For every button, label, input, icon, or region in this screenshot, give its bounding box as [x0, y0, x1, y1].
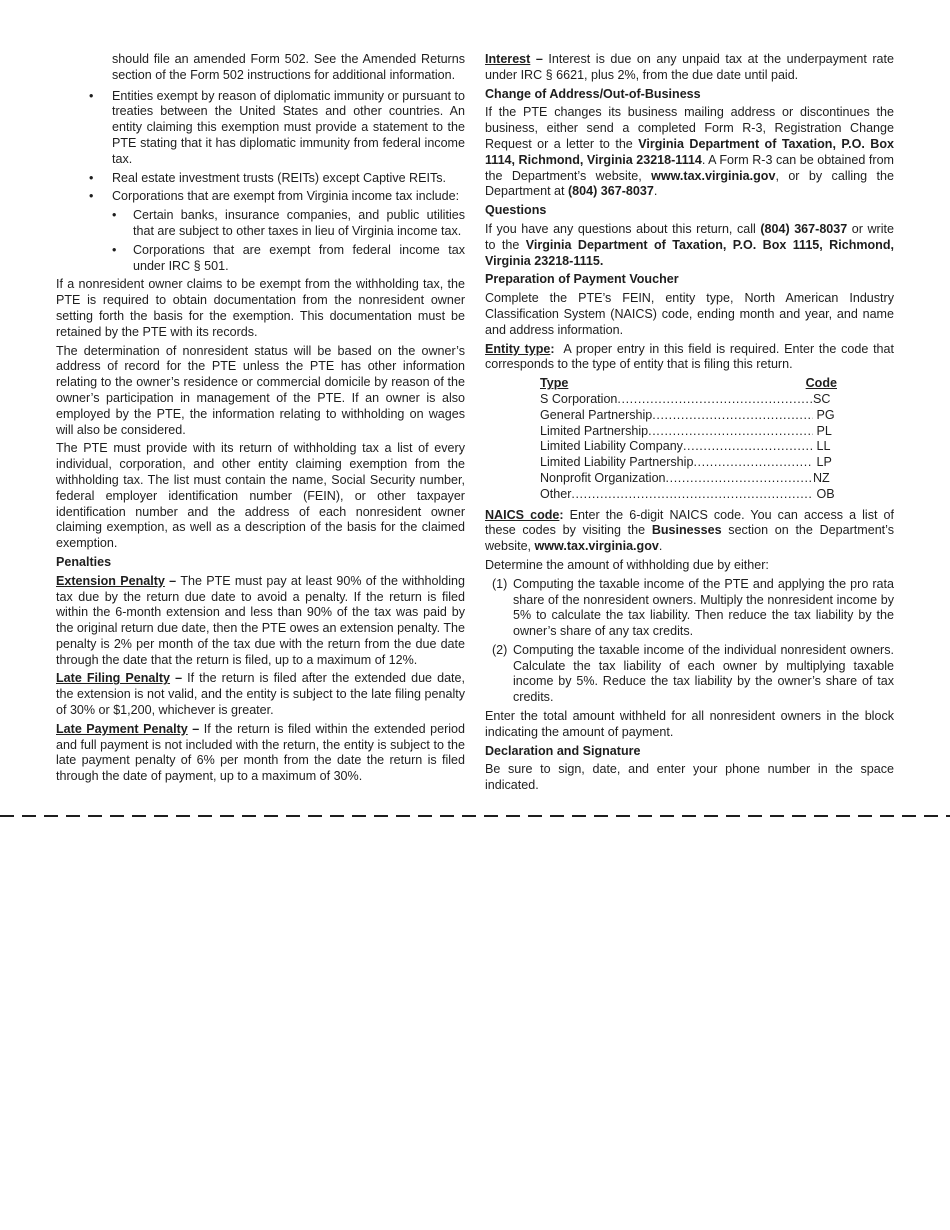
dash: –	[530, 52, 549, 66]
text: or write to the	[485, 221, 894, 252]
change-of-address-paragraph	[485, 105, 894, 200]
exemption-documentation-paragraph: If a nonresident owner claims to be exempt from the withholding tax, the PTE is required to obtain documentation from the nonresident owner setting forth the basis for the exemption. This documentation must be retained by the PTE with its records.	[56, 277, 465, 339]
colon: :	[550, 341, 555, 356]
dash: –	[187, 721, 204, 736]
late-filing-penalty-label: Late Filing Penalty	[56, 671, 171, 686]
leader-dots	[571, 487, 813, 503]
leader-dots	[683, 439, 813, 455]
leader-dots	[652, 408, 813, 424]
item-number: (1)	[492, 576, 508, 591]
entity-type: Limited Liability Partnership	[540, 455, 694, 470]
extension-penalty-label: Extension Penalty	[56, 573, 165, 588]
late-filing-penalty-text: If the return is filed after the extended due date, the extension is not valid, and the entity is subject to the late filing penalty of 30% or $1,200, whichever is greater.	[56, 671, 465, 718]
declaration-heading: Declaration and Signature	[485, 743, 641, 758]
phone-number: (804) 367-8037	[568, 184, 654, 199]
entity-code: SC	[813, 391, 831, 406]
payment-voucher-paragraph: Complete the PTE’s FEIN, entity type, North American Industry Classification System (NAICS) code, ending month and year, and name and address information.	[485, 291, 894, 337]
text: Enter the 6-digit NAICS code. You can access a list of these codes by visiting the	[485, 507, 894, 538]
late-payment-penalty-paragraph	[56, 722, 465, 785]
entity-type-text: A proper entry in this field is required. Enter the code that corresponds to the type of entity that is filing this return.	[485, 341, 898, 372]
entity-type-label: Entity type	[485, 341, 551, 356]
naics-code-paragraph	[485, 508, 894, 555]
interest-label: Interest	[485, 52, 531, 66]
entity-type: Other	[540, 486, 572, 501]
dash: –	[164, 573, 181, 588]
department-address: Virginia Department of Taxation, P.O. Box 1115, Richmond, Virginia 23218-1115.	[485, 237, 894, 268]
right-column	[485, 52, 898, 797]
table-row	[540, 424, 837, 440]
text: If you have any questions about this return, call	[485, 221, 761, 236]
list-item: • Entities exempt by reason of diplomatic immunity or pursuant to treaties between the United States and other countries. An entity claiming this exemption must provide a statement to the PTE stating that it has diplomatic immunity from federal income tax.	[56, 89, 465, 168]
total-withheld-paragraph: Enter the total amount withheld for all nonresident owners in the block indicating the amount of payment.	[485, 709, 894, 739]
website-link[interactable]: www.tax.virginia.gov	[651, 168, 776, 183]
item-text: Computing the taxable income of the individual nonresident owners. Calculate the tax liability of each owner by multiplying taxable income by 5%. Reduce the tax liability by the owner’s share of tax credits.	[513, 642, 894, 705]
penalties-heading: Penalties	[56, 554, 112, 569]
entity-type: Limited Partnership	[540, 423, 649, 438]
extension-penalty-paragraph	[56, 574, 465, 669]
entity-type: Nonprofit Organization	[540, 470, 666, 485]
extension-penalty-text: The PTE must pay at least 90% of the withholding tax due by the return due date to avoid a penalty. If the return is filed within the 6-month extension and less than 90% of the tax was paid by the original return due date, then the PTE owes an extension penalty. The penalty is 2% per month of the tax due with the return from the due date through the date that the return is filed, up to a maximum of 12%.	[56, 573, 465, 667]
item-text: Computing the taxable income of the PTE and applying the pro rata share of the nonresident owners. Multiply the nonresident income by 5% to calculate the tax liability. Then reduce the tax liability by the owner’s share of any tax credits.	[513, 576, 894, 639]
left-column	[56, 52, 465, 788]
list-item	[56, 189, 465, 274]
table-row	[540, 392, 837, 408]
text: . A Form R-3 can be obtained from the Department’s website,	[485, 152, 894, 183]
entity-code: LP	[813, 455, 832, 470]
colon: :	[559, 507, 564, 522]
table-row	[540, 408, 837, 424]
sub-list-item: • Corporations that are exempt from federal income tax under IRC § 501.	[112, 243, 465, 275]
entity-type: S Corporation	[540, 391, 618, 406]
item-number: (2)	[492, 642, 508, 657]
exempt-entities-list	[56, 89, 465, 275]
phone-number: (804) 367-8037	[760, 221, 848, 236]
list-item-text: Corporations that are exempt from Virginia income tax include:	[112, 189, 460, 204]
table-row	[540, 455, 837, 471]
list-item	[485, 643, 894, 706]
sub-list-item: • Certain banks, insurance companies, and public utilities that are subject to other taxes in lieu of Virginia income tax.	[112, 208, 465, 240]
late-payment-penalty-text: If the return is filed within the extended period and full payment is not included with the return, the entity is subject to the late payment penalty of 6% per month from the date the return is filed through the date of payment, up to a maximum of 30%.	[56, 721, 466, 784]
text: .	[653, 184, 658, 199]
leader-dots	[666, 471, 813, 487]
determine-paragraph: Determine the amount of withholding due by either:	[485, 557, 769, 572]
text: .	[658, 539, 663, 554]
amended-return-continuation: should file an amended Form 502. See the Amended Returns section of the Form 502 instructions for additional information.	[112, 52, 465, 82]
withholding-options-list	[485, 577, 894, 706]
payment-voucher-heading: Preparation of Payment Voucher	[485, 272, 679, 287]
entity-code: LL	[813, 439, 831, 454]
text: If the PTE changes its business mailing address or discontinues the business, either send a completed Form R-3, Registration Change Request or a letter to the	[485, 105, 894, 151]
declaration-paragraph: Be sure to sign, date, and enter your phone number in the space indicated.	[485, 762, 894, 793]
entity-type-paragraph	[485, 341, 898, 374]
leader-dots	[648, 424, 813, 440]
table-row	[540, 487, 837, 503]
leader-dots	[693, 455, 813, 471]
entity-code: NZ	[813, 470, 830, 485]
exemption-list-paragraph: The PTE must provide with its return of withholding tax a list of every individual, corporation, and other entity claiming exemption from the withholding tax. The list must contain the name, Social Security number, federal employer identification number (FEIN), or other taxpayer identification number and the address of each nonresident owner claiming exemption, as well as a description of the basis for the claimed exemption.	[56, 441, 465, 551]
entity-type: Limited Liability Company	[540, 439, 683, 454]
list-item	[485, 577, 894, 640]
table-row	[540, 439, 837, 455]
text: section on the Department’s website,	[485, 523, 894, 554]
nonresident-status-paragraph: The determination of nonresident status will be based on the owner’s address of record for the PTE unless the PTE has other information relating to the owner’s residence or commercial domicile by reason of the owner’s participation in management of the PTE. If an owner is also employed by the PTE, the information relating to withholding on wages will also be considered.	[56, 343, 465, 437]
questions-paragraph	[485, 222, 894, 269]
late-filing-penalty-paragraph	[56, 671, 465, 718]
website-link[interactable]: www.tax.virginia.gov	[534, 539, 659, 554]
entity-code: OB	[813, 486, 835, 501]
list-item: • Real estate investment trusts (REITs) except Captive REITs.	[56, 171, 465, 187]
naics-code-label: NAICS code	[485, 507, 560, 522]
department-address: Virginia Department of Taxation, P.O. Box 1114, Richmond, Virginia 23218-1114	[485, 136, 894, 167]
change-of-address-heading: Change of Address/Out-of-Business	[485, 86, 701, 101]
questions-heading: Questions	[485, 203, 547, 218]
entity-type: General Partnership	[540, 407, 653, 422]
cut-line	[0, 815, 950, 817]
code-column-header: Code	[805, 376, 837, 391]
type-column-header: Type	[540, 376, 569, 391]
text: , or by calling the Department at	[485, 168, 894, 199]
dash: –	[170, 671, 188, 686]
late-payment-penalty-label: Late Payment Penalty	[56, 721, 188, 736]
entity-code: PG	[813, 407, 835, 422]
table-row	[540, 471, 837, 487]
table-header	[540, 376, 837, 392]
interest-paragraph	[485, 52, 894, 84]
businesses-section: Businesses	[651, 523, 722, 538]
entity-type-table	[540, 376, 837, 502]
interest-text: Interest is due on any unpaid tax at the underpayment rate under IRC § 6621, plus 2%, from the due date until paid.	[485, 52, 894, 82]
leader-dots	[617, 392, 813, 408]
entity-code: PL	[813, 423, 832, 438]
sub-list	[56, 208, 465, 274]
